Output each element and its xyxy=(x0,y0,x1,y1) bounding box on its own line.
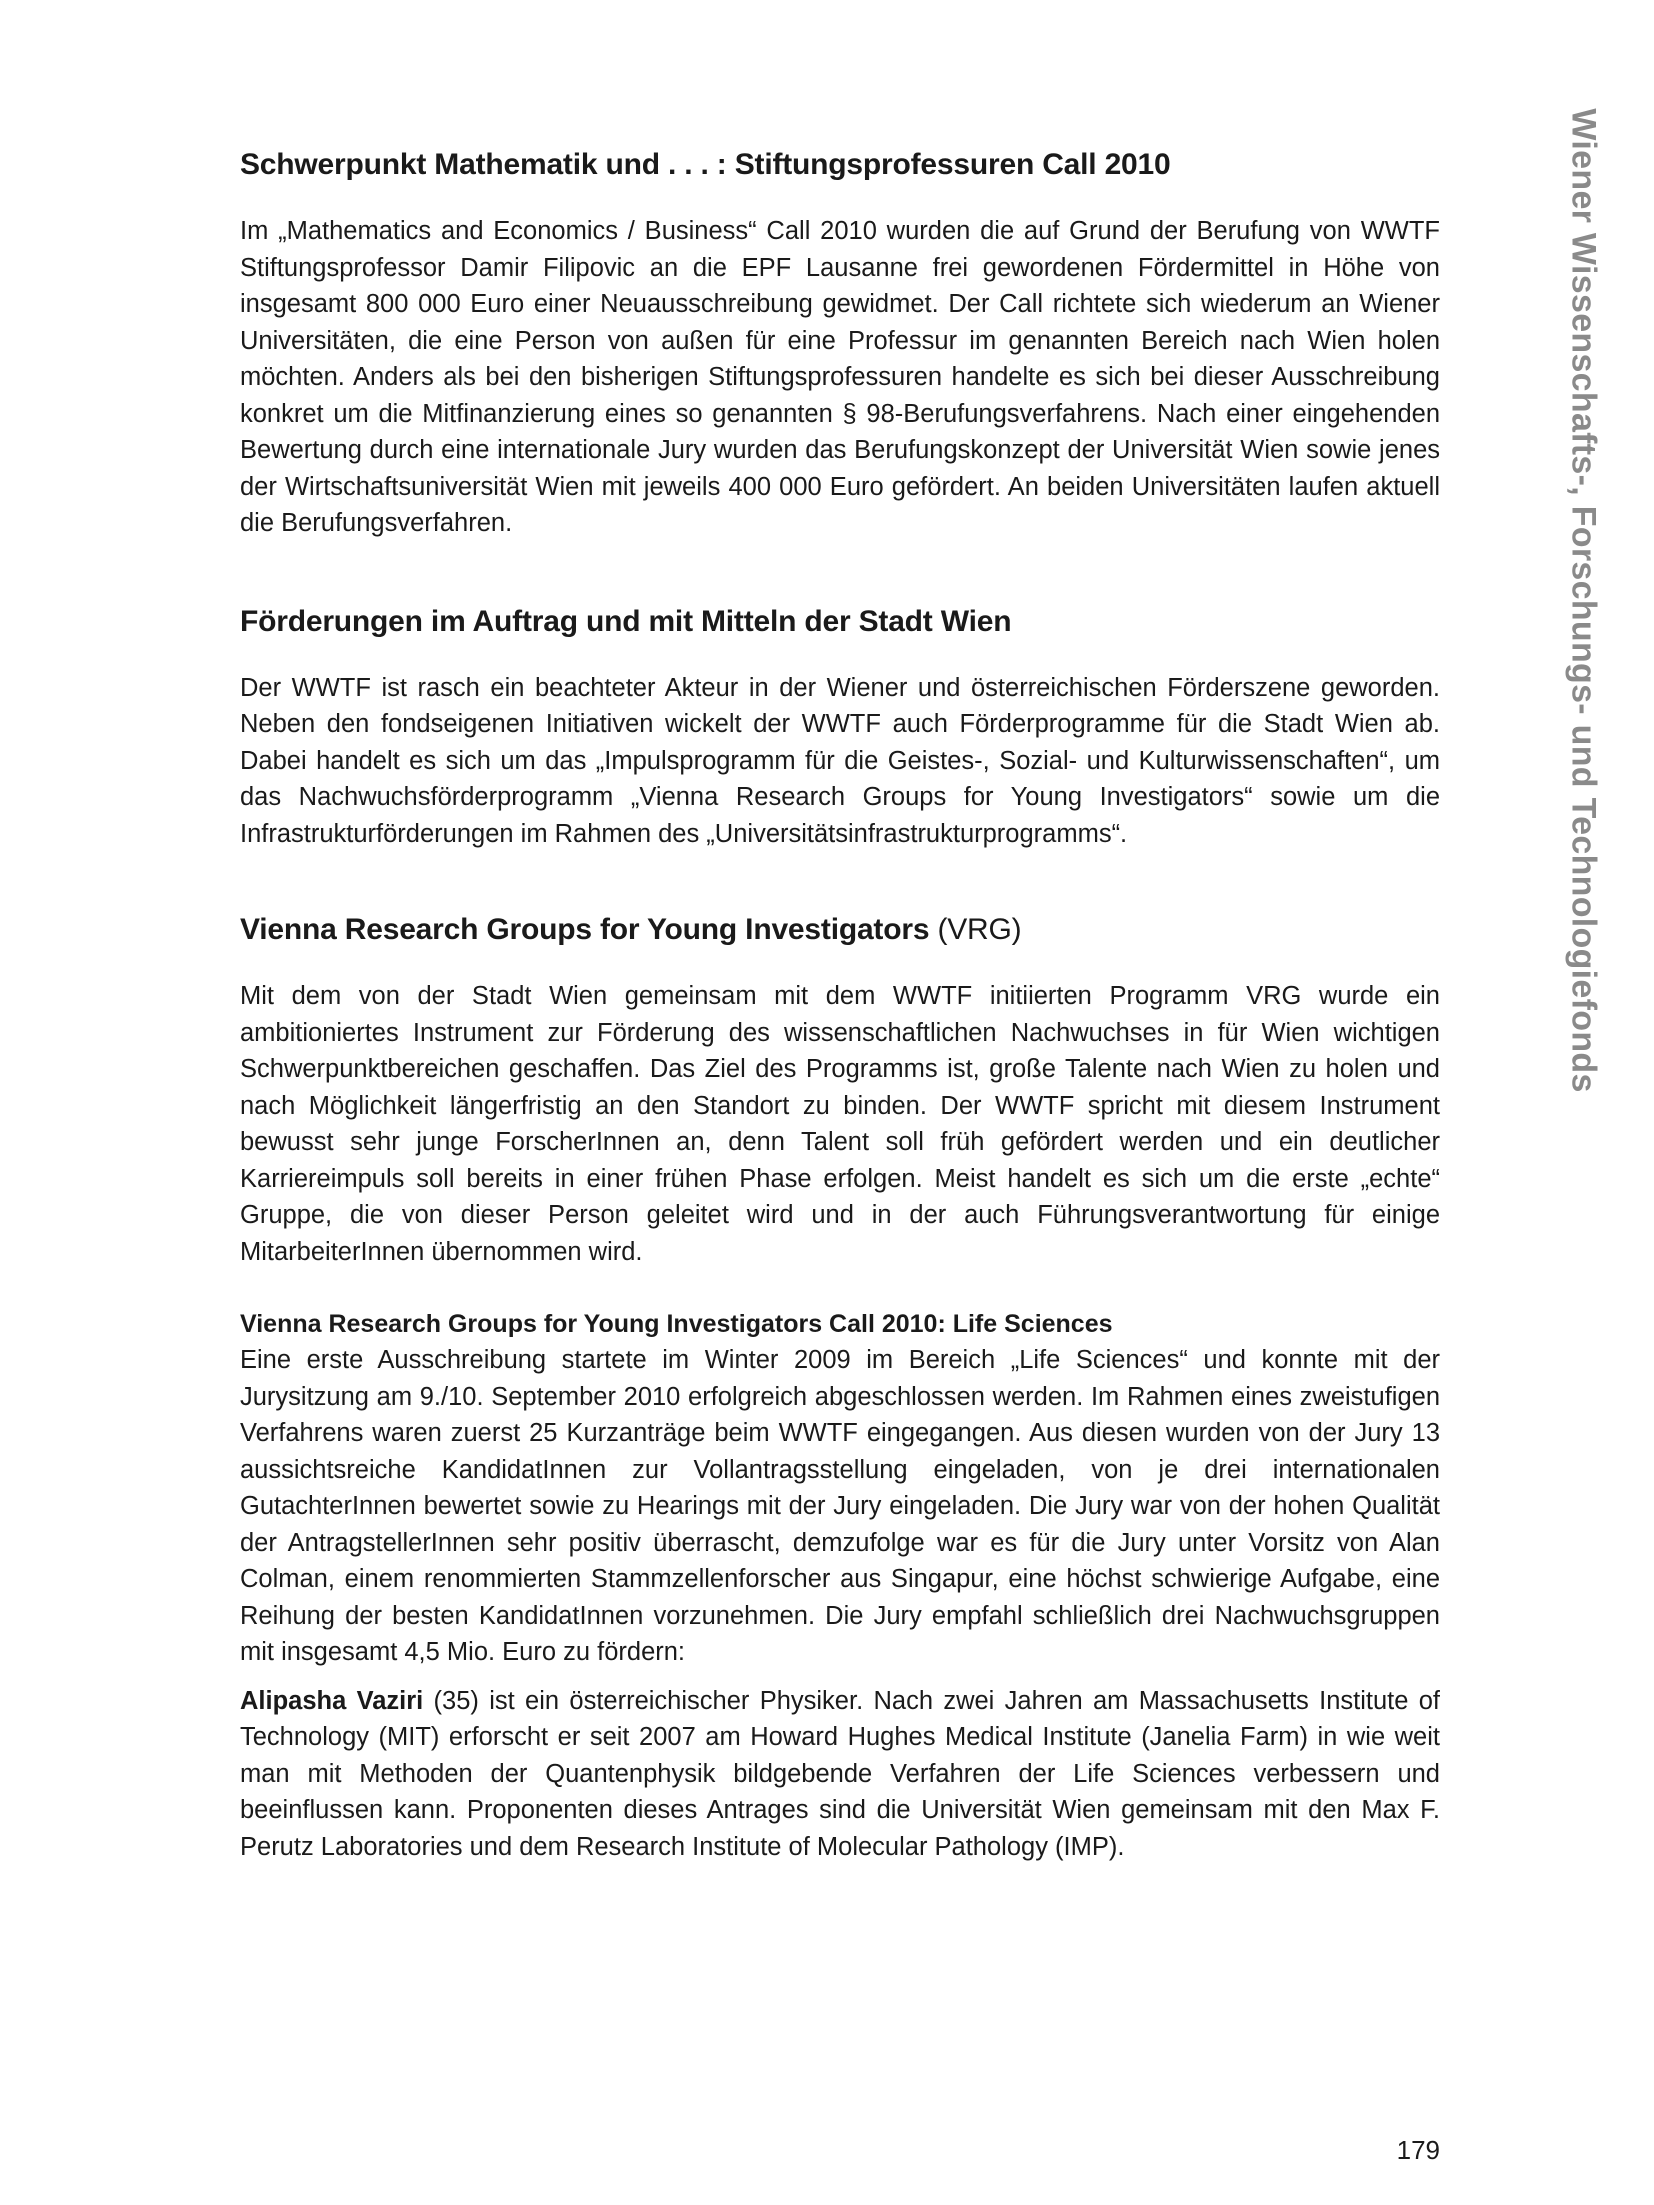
section-stiftungsprofessuren xyxy=(240,145,1440,542)
section-vrg xyxy=(240,910,1440,1865)
section-paragraph: Der WWTF ist rasch ein beachteter Akteur in der Wiener und österreichischen Förderszene geworden. Neben den fondseigenen Initiativen wickelt der WWTF auch Förderprogramme für die Stadt Wien ab. Dabei handelt es sich um das „Impulsprogramm für die Geistes-, Sozial- und Kulturwissenschaften“, um das Nachwuchsförderprogramm „Vienna Research Groups for Young Investigators“ sowie um die Infrastrukturförderungen im Rahmen des „Universitätsinfrastrukturprogramms“. xyxy=(240,673,1440,848)
section-paragraph: Mit dem von der Stadt Wien gemeinsam mit dem WWTF initiierten Programm VRG wurde ein ambitioniertes Instrument zur Förderung des wissenschaftlichen Nachwuchses in für Wien wichtigen Schwerpunktbereichen geschaffen. Das Ziel des Programms ist, große Talente nach Wien zu holen und nach Möglichkeit längerfristig an den Standort zu binden. Der WWTF spricht mit diesem Instrument bewusst sehr junge ForscherInnen an, denn Talent soll früh gefördert werden und ein deutlicher Karriereimpuls soll bereits in einer frühen Phase erfolgen. Meist handelt es sich um die erste „echte“ Gruppe, die von dieser Person geleitet wird und in der auch Führungsverantwortung für einige MitarbeiterInnen übernommen wird. xyxy=(240,982,1440,1266)
profile-name: Alipasha Vaziri xyxy=(240,1686,424,1715)
section-heading: Schwerpunkt Mathematik und . . . : Stiftungsprofessuren Call 2010 xyxy=(240,148,1171,181)
subsection-heading: Vienna Research Groups for Young Investigators Call 2010: Life Sciences xyxy=(240,1310,1113,1338)
section-paragraph: Im „Mathematics and Economics / Business“ Call 2010 wurden die auf Grund der Berufung von WWTF Stiftungsprofessor Damir Filipovic an die EPF Lausanne frei gewordenen Fördermittel in Höhe von insgesamt 800 000 Euro einer Neuausschreibung gewidmet. Der Call richtete sich wiederum an Wiener Universitäten, die eine Person von außen für eine Professur im genannten Bereich nach Wien holen möchten. Anders als bei den bisherigen Stiftungsprofessuren handelte es sich bei dieser Ausschreibung konkret um die Mitfinanzierung eines so genannten § 98-Berufungsverfahrens. Nach einer eingehenden Bewertung durch eine internationale Jury wurden das Berufungskonzept der Universität Wien sowie jenes der Wirtschaftsuniversität Wien mit jeweils 400 000 Euro gefördert. An beiden Universitäten laufen aktuell die Berufungsverfahren. xyxy=(240,217,1440,537)
page-content xyxy=(240,145,1440,2095)
side-running-title-text: Wiener Wissenschafts-, Forschungs- und Technologiefonds xyxy=(1564,108,1603,1093)
section-foerderungen-stadt-wien xyxy=(240,602,1440,853)
section-heading xyxy=(240,910,1440,950)
profile-paragraph xyxy=(240,1683,1440,1866)
section-heading: Förderungen im Auftrag und mit Mitteln der Stadt Wien xyxy=(240,604,1012,638)
subsection-paragraph: Eine erste Ausschreibung startete im Winter 2009 im Bereich „Life Sciences“ und konnte mit der Jurysitzung am 9./10. September 2010 erfolgreich abgeschlossen werden. Im Rahmen eines zweistufigen Verfahrens waren zuerst 25 Kurzanträge beim WWTF eingegangen. Aus diesen wurden von der Jury 13 aussichtsreiche KandidatInnen zur Vollantragsstellung eingeladen, von je drei internationalen GutachterInnen bewertet sowie zu Hearings mit der Jury eingeladen. Die Jury war von der hohen Qualität der AntragstellerInnen sehr positiv überrascht, demzufolge war es für die Jury unter Vorsitz von Alan Colman, einem renommierten Stammzellenforscher aus Singapur, eine höchst schwierige Aufgabe, eine Reihung der besten KandidatInnen vorzunehmen. Die Jury empfahl schließlich drei Nachwuchsgruppen mit insgesamt 4,5 Mio. Euro zu fördern: xyxy=(240,1346,1440,1666)
profile-text: (35) ist ein österreichischer Physiker. Nach zwei Jahren am Massachusetts Institute of Technology (MIT) erforscht er seit 2007 am Howard Hughes Medical Institute (Janelia Farm) in wie weit man mit Methoden der Quantenphysik bildgebende Verfahren der Life Sciences verbessern und beeinflussen kann. Proponenten dieses Antrages sind die Universität Wien gemeinsam mit den Max F. Perutz Laboratories und dem Research Institute of Molecular Pathology (IMP). xyxy=(240,1686,1440,1861)
side-running-title xyxy=(1561,108,1605,1093)
section-heading-abbreviation: (VRG) xyxy=(929,913,1022,946)
section-heading-main: Vienna Research Groups for Young Investigators xyxy=(240,913,930,946)
page-number: 179 xyxy=(1396,2135,1440,2165)
